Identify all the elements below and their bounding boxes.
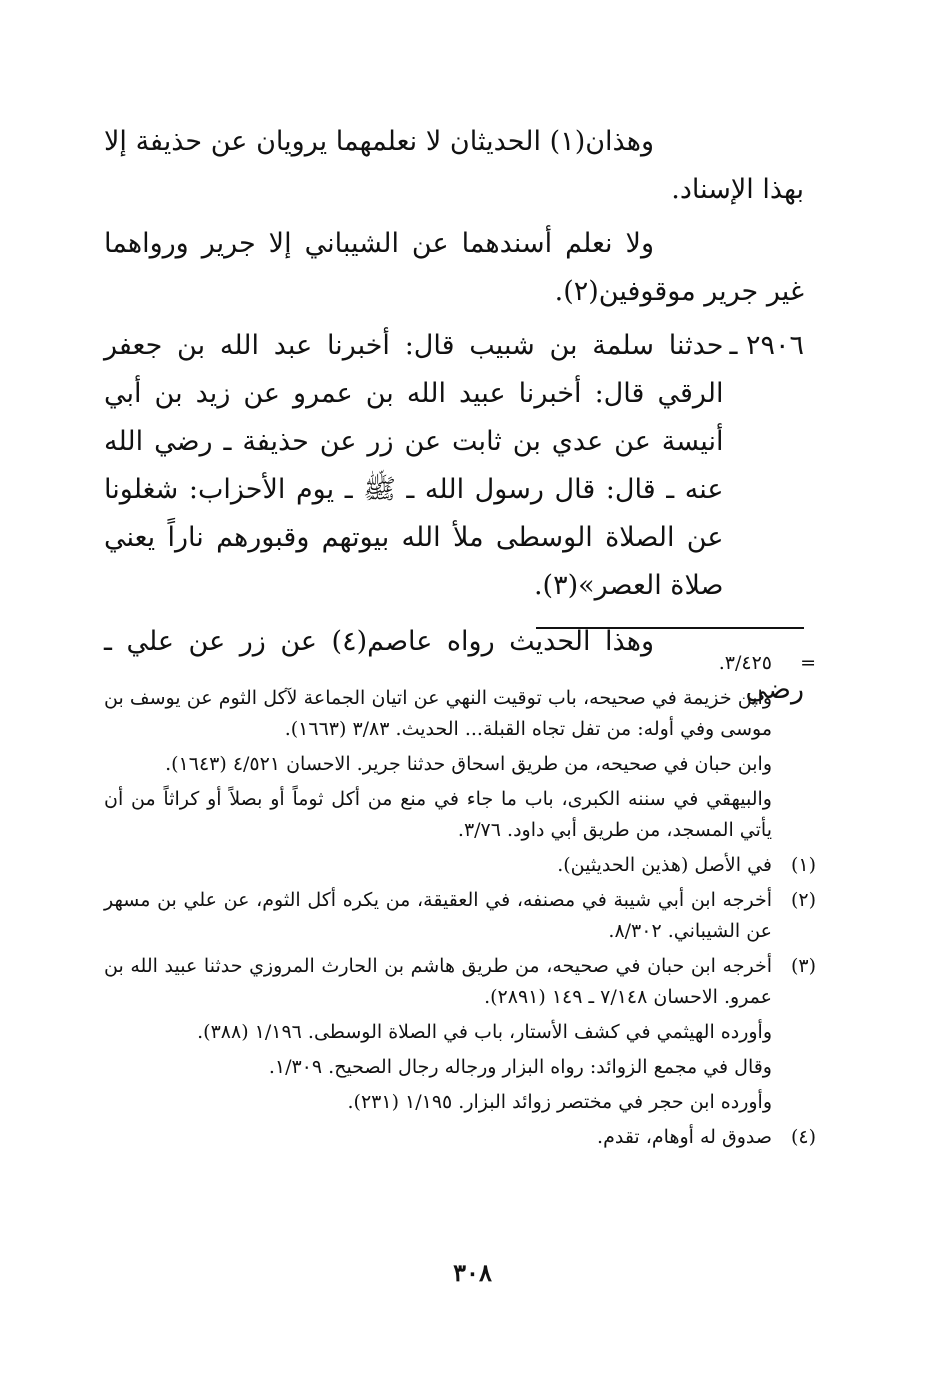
footnote-marker: (٢) bbox=[790, 889, 816, 911]
footnote-text: أخرجه ابن حبان في صحيحه، من طريق هاشم بن الحارث المروزي حدثنا عبيد الله بن عمرو. الاحسان ٧/١٤٨ ـ ١٤٩ (٢٨٩١). bbox=[104, 955, 772, 1008]
footnote-text: في الأصل (هذين الحديثين). bbox=[557, 854, 772, 876]
main-text bbox=[104, 118, 804, 720]
footnote-3 bbox=[104, 951, 816, 1013]
page-number: ٣٠٨ bbox=[453, 1258, 492, 1287]
continuation-line: ٣/٤٢٥. bbox=[718, 652, 772, 674]
footnote-marker: (٣) bbox=[790, 955, 816, 977]
continuation-marker: = bbox=[800, 652, 816, 674]
footnote-sub: وأورده ابن حجر في مختصر زوائد البزار. ١/١٩٥ (٢٣١). bbox=[347, 1091, 772, 1113]
footnote-sub: وقال في مجمع الزوائد: رواه البزار ورجاله رجال الصحيح. ١/٣٠٩. bbox=[268, 1056, 772, 1078]
footnote-4 bbox=[104, 1122, 816, 1153]
footnote-1 bbox=[104, 850, 816, 881]
footnote-2 bbox=[104, 885, 816, 947]
footnote-marker: (٤) bbox=[790, 1126, 816, 1148]
footnotes bbox=[104, 648, 816, 1157]
footnote-sub: وابن حبان في صحيحه، من طريق اسحاق حدثنا جرير. الاحسان ٤/٥٢١ (١٦٤٣). bbox=[165, 753, 772, 775]
paragraph-third: وهذا الحديث رواه عاصم(٤) عن زر عن علي ـ رضي bbox=[104, 626, 804, 705]
hadith-number: ٢٩٠٦ ـ bbox=[729, 330, 804, 361]
footnote-divider bbox=[536, 627, 804, 629]
paragraph-second: ولا نعلم أسندهما عن الشيباني إلا جرير ورواهما غير جرير موقوفين(٢). bbox=[104, 228, 804, 307]
footnote-sub: وأورده الهيثمي في كشف الأستار، باب في الصلاة الوسطى. ١/١٩٦ (٣٨٨). bbox=[197, 1021, 772, 1043]
footnote-marker: (١) bbox=[790, 854, 816, 876]
footnote-text: أخرجه ابن أبي شيبة في مصنفه، في العقيقة، من يكره أكل الثوم، عن علي بن مسهر عن الشيباني. ٨/٣٠٢. bbox=[104, 889, 773, 942]
hadith-entry bbox=[104, 322, 804, 610]
footnote-text: صدوق له أوهام، تقدم. bbox=[597, 1126, 772, 1148]
footnote-sub: والبيهقي في سننه الكبرى، باب ما جاء في منع من أكل ثوماً أو بصلاً أو كراثاً من أن يأتي المسجد، من طريق أبي داود. ٣/٧٦. bbox=[104, 788, 772, 841]
paragraph-intro: وهذان(١) الحديثان لا نعلمهما يرويان عن حذيفة إلا بهذا الإسناد. bbox=[104, 126, 804, 205]
hadith-text: حدثنا سلمة بن شبيب قال: أخبرنا عبد الله بن جعفر الرقي قال: أخبرنا عبيد الله بن عمرو عن زيد بن أبي أنيسة عن عدي بن ثابت عن زر عن حذيفة ـ رضي الله عنه ـ قال: قال رسول الله ـ ﷺ ـ يوم الأحزاب: شغلونا عن الصلاة الوسطى ملأ الله بيوتهم وقبورهم ناراً يعني صلاة العصر»(٣). bbox=[104, 330, 724, 601]
footnote-sub: وابن خزيمة في صحيحه، باب توقيت النهي عن اتيان الجماعة لآكل الثوم عن يوسف بن موسى وفي أوله: من تفل تجاه القبلة... الحديث. ٣/٨٣ (١٦٦٣). bbox=[104, 687, 772, 740]
footnote-continuation bbox=[104, 648, 816, 679]
